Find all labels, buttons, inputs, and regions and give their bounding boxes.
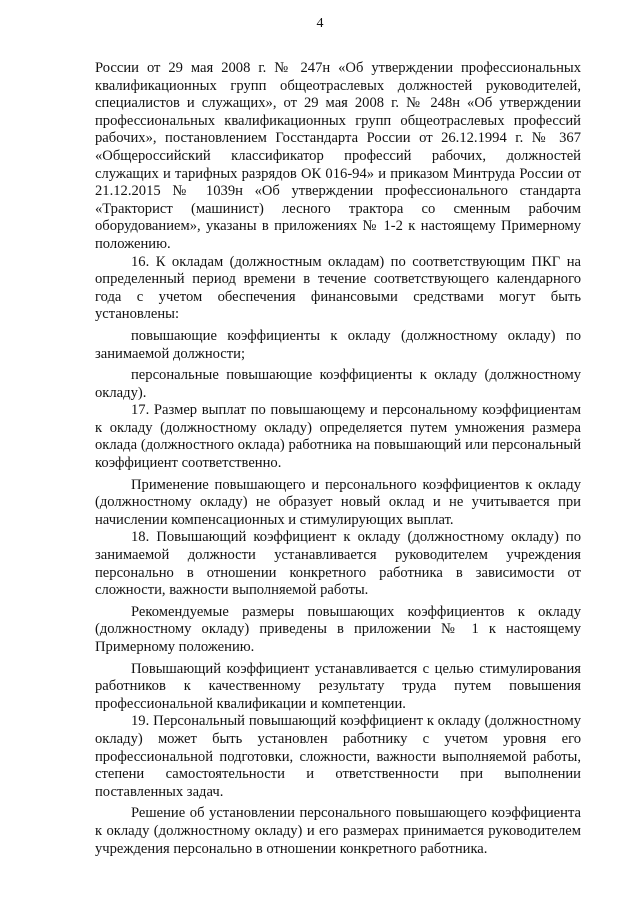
paragraph-18: 18. Повышающий коэффициент к окладу (должностному окладу) по занимаемой должности устанавливается руководителем учреждения персонально в отношении конкретного работника в зависимости от сложности, важности выполняемой работы. (95, 529, 581, 599)
paragraph-coefficient-purpose: Повышающий коэффициент устанавливается с целью стимулирования работников к качественному результату труда путем повышения профессиональной квалификации и компетенции. (95, 660, 581, 712)
paragraph-continuation: России от 29 мая 2008 г. № 247н «Об утверждении профессиональных квалификационных групп общеотраслевых должностей руководителей, специалистов и служащих», от 29 мая 2008 г. № 248н «Об утверждении профессиональных квалификационных групп общеотраслевых профессий рабочих», постановлением Госстандарта России от 26.12.1994 г. № 367 «Общероссийский классификатор профессий рабочих, должностей служащих и тарифных разрядов ОК 016-94» и приказом Минтруда России от 21.12.2015 № 1039н «Об утверждении профессионального стандарта «Тракторист (машинист) лесного трактора со сменным рабочим оборудованием», указаны в приложениях № 1-2 к настоящему Примерному положению. (95, 60, 581, 252)
paragraph-decision: Решение об установлении персонального повышающего коэффициента к окладу (должностному окладу) и его размерах принимается руководителем учреждения персонально в отношении конкретного работника. (95, 805, 581, 857)
paragraph-application-of-coefficients: Применение повышающего и персонального коэффициентов к окладу (должностному окладу) не образует новый оклад и не учитывается при начислении компенсационных и стимулирующих выплат. (95, 476, 581, 528)
page-number: 4 (316, 16, 324, 31)
paragraph-personal-coefficients: персональные повышающие коэффициенты к окладу (должностному окладу). (95, 367, 581, 401)
paragraph-17: 17. Размер выплат по повышающему и персональному коэффициентам к окладу (должностному окладу) определяется путем умножения размера оклада (должностного оклада) работника на повышающий или персональный коэффициент соответственно. (95, 402, 581, 472)
paragraph-19: 19. Персональный повышающий коэффициент к окладу (должностному окладу) может быть установлен работнику с учетом уровня его профессиональной подготовки, сложности, важности выполняемой работы, степени самостоятельности и ответственности при выполнении поставленных задач. (95, 713, 581, 800)
document-body (95, 60, 581, 858)
paragraph-recommended-sizes: Рекомендуемые размеры повышающих коэффициентов к окладу (должностному окладу) приведены в приложении № 1 к настоящему Примерному положению. (95, 603, 581, 655)
paragraph-increasing-coefficients: повышающие коэффициенты к окладу (должностному окладу) по занимаемой должности; (95, 327, 581, 362)
paragraph-16: 16. К окладам (должностным окладам) по соответствующим ПКГ на определенный период времени в течение соответствующего календарного года с учетом обеспечения финансовыми средствами могут быть установлены: (95, 253, 581, 323)
